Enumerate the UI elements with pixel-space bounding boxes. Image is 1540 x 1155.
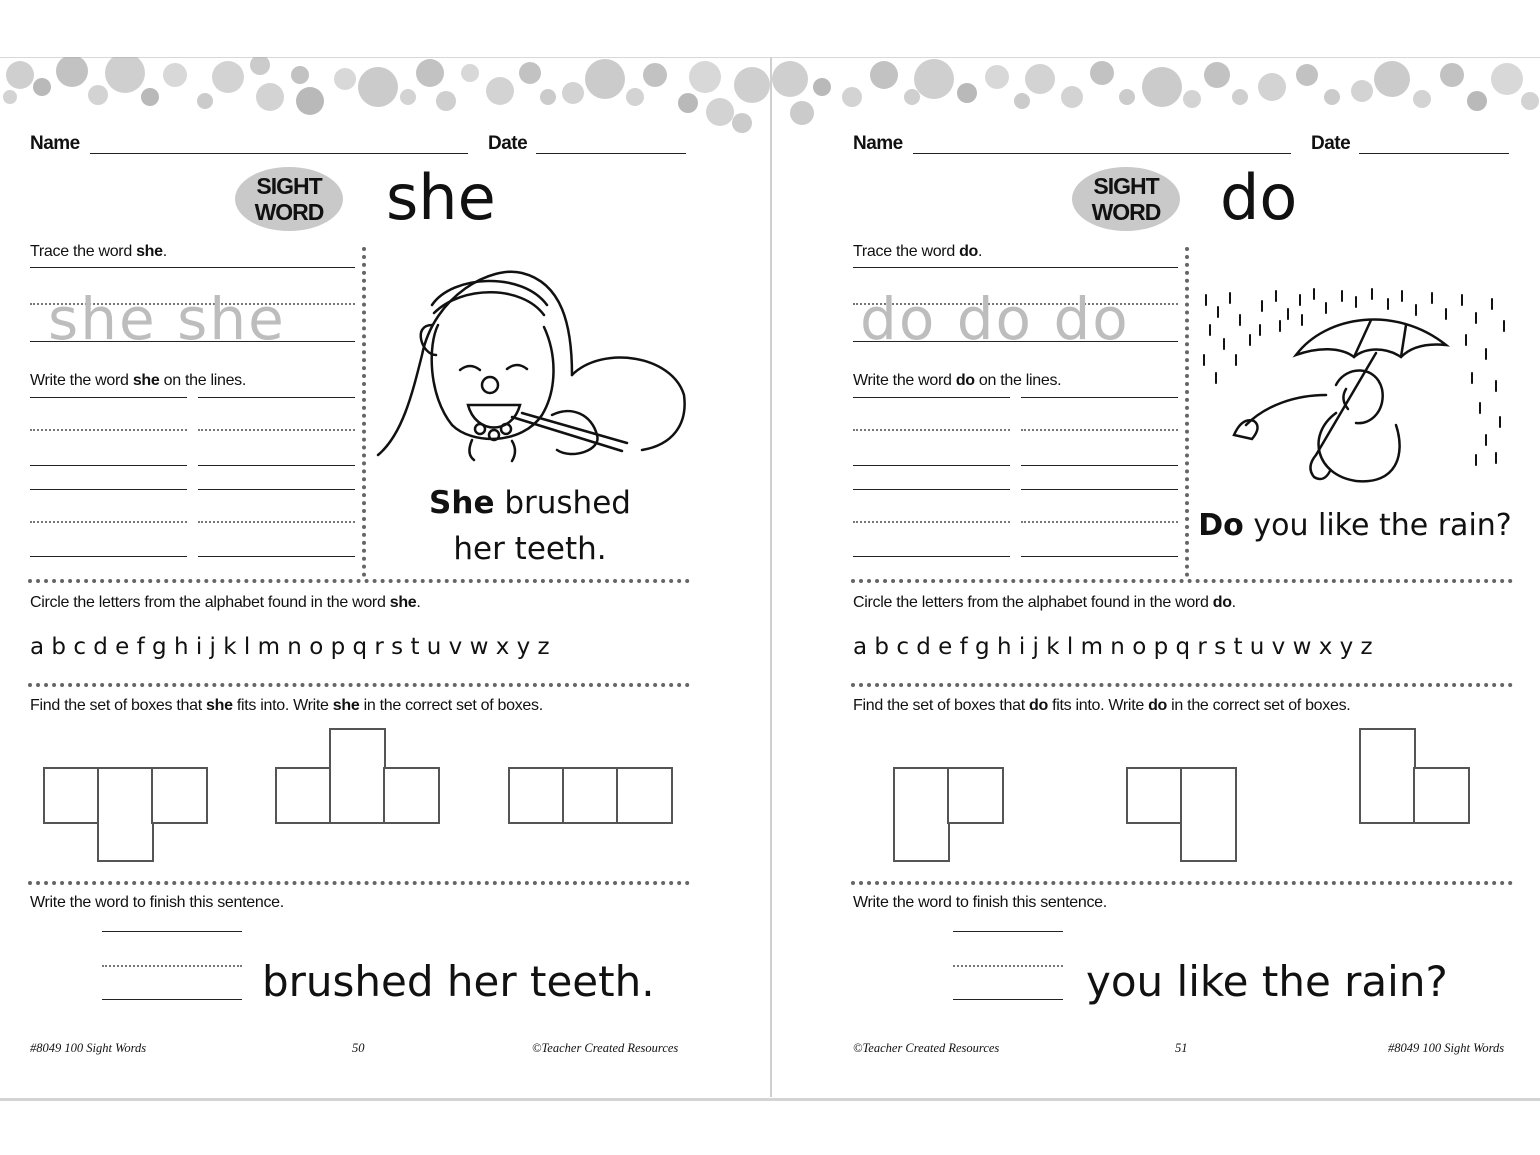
sight-word-badge: [1072, 167, 1180, 231]
circle-instruction-prefix: Circle the letters from the alphabet found in the word: [853, 594, 1213, 611]
write-line[interactable]: [30, 465, 187, 466]
badge-line-1: SIGHT: [256, 173, 322, 199]
sentence-blank-top: [102, 931, 242, 932]
date-field[interactable]: [1359, 153, 1509, 154]
letter-box[interactable]: [616, 767, 673, 824]
date-field[interactable]: [536, 153, 686, 154]
write-guide: [853, 521, 1010, 523]
letter-box[interactable]: [508, 767, 565, 824]
write-guide: [853, 429, 1010, 431]
section-divider-vertical: [1185, 247, 1189, 577]
write-line[interactable]: [198, 489, 355, 490]
trace-word-text: do do do: [860, 285, 1130, 353]
caption-line-2: her teeth.: [453, 531, 607, 567]
circle-instruction: [30, 594, 421, 612]
trace-word-text: she she: [48, 285, 286, 353]
finish-sentence-instruction: Write the word to finish this sentence.: [30, 894, 284, 911]
section-divider: [851, 683, 1513, 687]
alphabet-row[interactable]: a b c d e f g h i j k l m n o p q r s t u v w x y z: [30, 634, 550, 660]
write-guide: [198, 429, 355, 431]
write-line[interactable]: [1021, 465, 1178, 466]
letter-box[interactable]: [275, 767, 332, 824]
circle-instruction: [853, 594, 1236, 612]
trace-base-line[interactable]: [30, 341, 355, 342]
caption-bold-word: She: [429, 485, 495, 521]
letter-box[interactable]: [1126, 767, 1183, 824]
boxes-instruction-middle: fits into. Write: [1047, 697, 1149, 714]
sentence-blank[interactable]: [953, 999, 1063, 1000]
write-line[interactable]: [853, 489, 1010, 490]
sight-word-title: do: [1220, 161, 1298, 234]
trace-instruction: [853, 243, 982, 261]
write-guide: [198, 521, 355, 523]
write-guide: [30, 521, 187, 523]
finish-sentence-instruction: Write the word to finish this sentence.: [853, 894, 1107, 911]
trace-instruction-suffix: .: [162, 243, 167, 260]
write-line[interactable]: [1021, 489, 1178, 490]
section-divider: [851, 881, 1513, 885]
sight-word-badge: [235, 167, 343, 231]
trace-instruction-word: she: [136, 243, 163, 260]
letter-box[interactable]: [893, 767, 950, 862]
write-line[interactable]: [198, 397, 355, 398]
caption-line-1: you like the rain?: [1243, 508, 1512, 543]
section-divider: [28, 683, 690, 687]
name-field[interactable]: [90, 153, 468, 154]
write-line[interactable]: [853, 465, 1010, 466]
footer-right: ©Teacher Created Resources: [532, 1041, 679, 1055]
write-instruction-word: do: [955, 372, 975, 389]
letter-box[interactable]: [383, 767, 440, 824]
letter-box[interactable]: [1180, 767, 1237, 862]
write-line[interactable]: [30, 397, 187, 398]
name-label: Name: [30, 133, 80, 154]
letter-box[interactable]: [43, 767, 100, 824]
write-instruction-suffix: on the lines.: [974, 372, 1062, 389]
trace-instruction-prefix: Trace the word: [30, 243, 137, 260]
letter-box[interactable]: [1359, 728, 1416, 824]
trace-instruction-word: do: [959, 243, 979, 260]
write-instruction: [853, 372, 1061, 390]
write-instruction-word: she: [132, 372, 160, 389]
left-page: [0, 57, 770, 1097]
sentence-blank-top: [953, 931, 1063, 932]
boxes-instruction-word-2: do: [1148, 697, 1168, 714]
boxes-instruction-suffix: in the correct set of boxes.: [359, 697, 543, 714]
trace-instruction-suffix: .: [978, 243, 983, 260]
letter-box[interactable]: [151, 767, 208, 824]
footer-right: #8049 100 Sight Words: [1388, 1041, 1505, 1055]
trace-instruction-prefix: Trace the word: [853, 243, 960, 260]
page-number: 51: [1175, 1041, 1188, 1055]
sight-word-title: she: [386, 161, 496, 234]
name-label: Name: [853, 133, 903, 154]
circle-instruction-word: she: [389, 594, 417, 611]
write-line[interactable]: [853, 556, 1010, 557]
write-line[interactable]: [30, 489, 187, 490]
write-line[interactable]: [1021, 556, 1178, 557]
trace-base-line[interactable]: [853, 341, 1178, 342]
write-guide: [30, 429, 187, 431]
write-guide: [1021, 521, 1178, 523]
date-label: Date: [488, 133, 528, 154]
footer-left: ©Teacher Created Resources: [853, 1041, 1000, 1055]
sentence-blank-guide: [102, 965, 242, 967]
name-field[interactable]: [913, 153, 1291, 154]
write-line[interactable]: [1021, 397, 1178, 398]
right-page: [772, 57, 1540, 1097]
trace-top-line: [853, 267, 1178, 268]
letter-box[interactable]: [97, 767, 154, 862]
boxes-instruction-suffix: in the correct set of boxes.: [1167, 697, 1351, 714]
sentence-blank[interactable]: [102, 999, 242, 1000]
illustration-caption: [1190, 503, 1520, 549]
circle-instruction-suffix: .: [1231, 594, 1236, 611]
write-line[interactable]: [198, 556, 355, 557]
section-divider: [28, 881, 690, 885]
circle-instruction-prefix: Circle the letters from the alphabet found in the word: [30, 594, 390, 611]
letter-box[interactable]: [1413, 767, 1470, 824]
boxes-instruction-prefix: Find the set of boxes that: [30, 697, 207, 714]
write-line[interactable]: [198, 465, 355, 466]
sentence-rest: brushed her teeth.: [262, 957, 655, 1006]
girl-brushing-teeth-illustration: [372, 265, 688, 465]
boxes-instruction: [853, 697, 1350, 715]
bubble-border: [0, 57, 770, 137]
caption-line-1: brushed: [494, 485, 631, 521]
sentence-rest: you like the rain?: [1086, 957, 1448, 1006]
section-divider: [851, 579, 1513, 583]
caption-bold-word: Do: [1198, 508, 1244, 543]
section-divider: [28, 579, 690, 583]
sentence-blank-guide: [953, 965, 1063, 967]
letter-box[interactable]: [947, 767, 1004, 824]
write-instruction: [30, 372, 246, 390]
letter-box[interactable]: [329, 728, 386, 824]
boxes-instruction: [30, 697, 543, 715]
write-instruction-suffix: on the lines.: [159, 372, 247, 389]
letter-box[interactable]: [562, 767, 619, 824]
boxes-instruction-word: she: [206, 697, 233, 714]
girl-with-umbrella-illustration: [1196, 285, 1512, 485]
section-divider-vertical: [362, 247, 366, 577]
badge-line-2: WORD: [254, 199, 324, 225]
write-instruction-prefix: Write the word: [853, 372, 956, 389]
write-line[interactable]: [853, 397, 1010, 398]
alphabet-row[interactable]: a b c d e f g h i j k l m n o p q r s t u v w x y z: [853, 634, 1373, 660]
write-instruction-prefix: Write the word: [30, 372, 133, 389]
boxes-instruction-middle: fits into. Write: [232, 697, 333, 714]
badge-line-1: SIGHT: [1093, 173, 1159, 199]
illustration-caption: [372, 480, 688, 572]
date-label: Date: [1311, 133, 1351, 154]
circle-instruction-suffix: .: [416, 594, 421, 611]
footer-left: #8049 100 Sight Words: [30, 1041, 147, 1055]
boxes-instruction-word-2: she: [332, 697, 360, 714]
badge-line-2: WORD: [1091, 199, 1161, 225]
trace-instruction: [30, 243, 167, 261]
page-number: 50: [352, 1041, 365, 1055]
write-line[interactable]: [30, 556, 187, 557]
circle-instruction-word: do: [1212, 594, 1232, 611]
trace-top-line: [30, 267, 355, 268]
boxes-instruction-prefix: Find the set of boxes that: [853, 697, 1030, 714]
boxes-instruction-word: do: [1029, 697, 1048, 714]
write-guide: [1021, 429, 1178, 431]
bubble-border: [772, 57, 1540, 137]
